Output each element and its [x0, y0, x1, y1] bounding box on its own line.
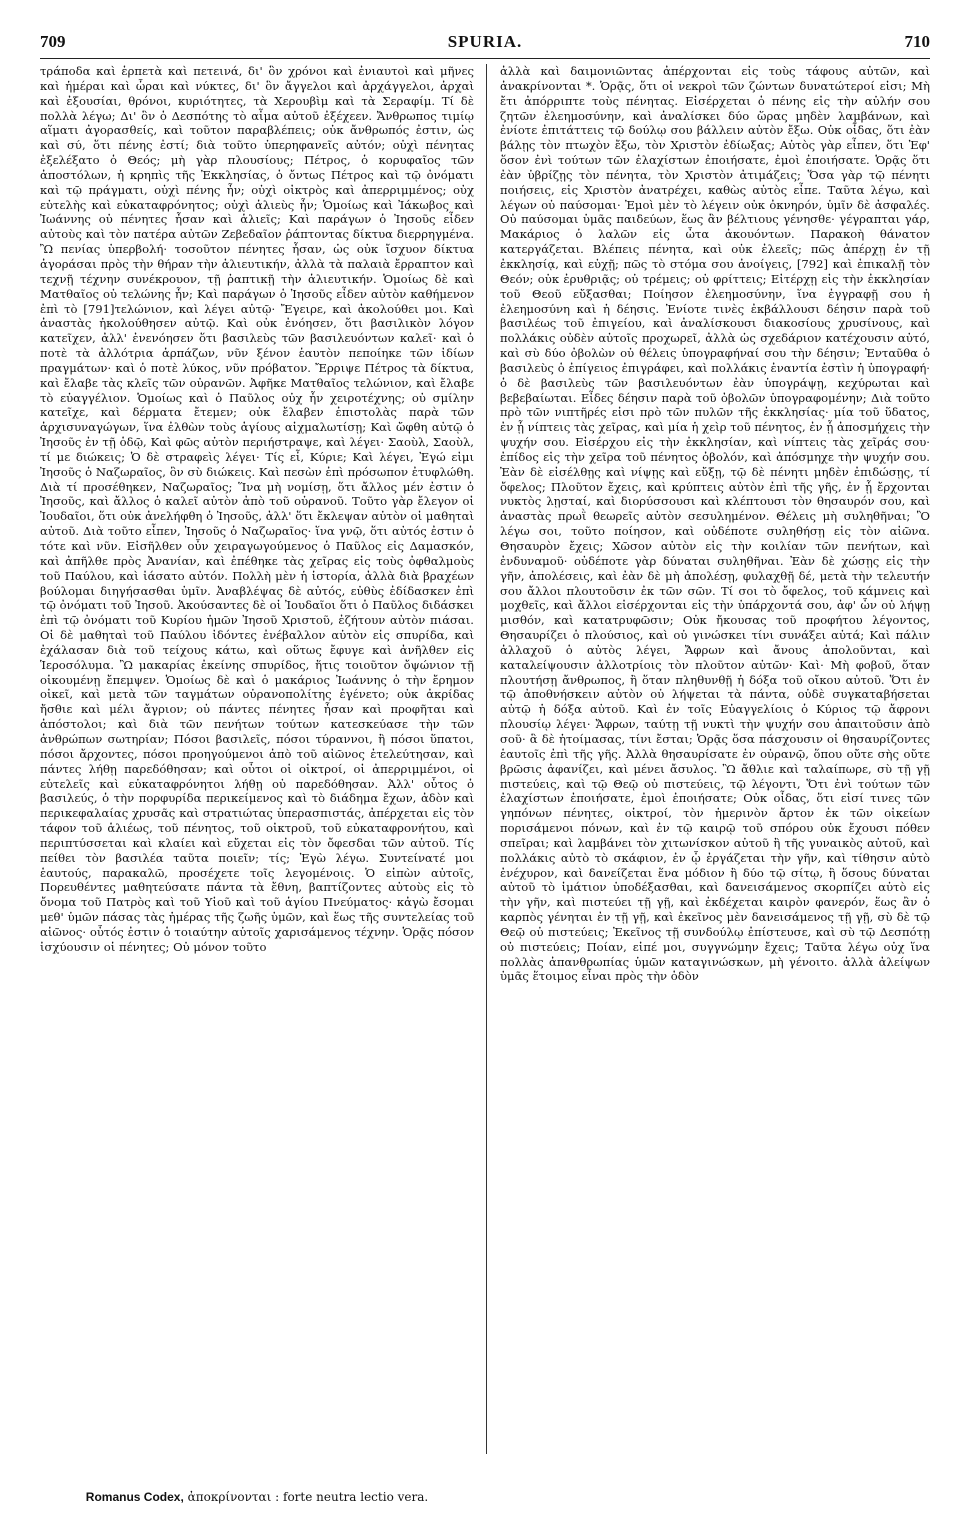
footnote — [40, 1490, 474, 1504]
right-column-text: ἀλλὰ καὶ δαιμονιῶντας ἀπέρχονται εἰς τοὺς τάφους αὐτῶν, καὶ ἀνακρίνονται *. Ὁρᾷς, ὅτι οἱ νεκροὶ τῶν ζώντων δυνατώτεροί εἰσι; Μὴ ἔτι ἀπόρριπτε τοὺς πένητας. Εἰσέρχεται ὁ πένης εἰς τὴν αὐλήν σου ζητῶν ἐλεημοσύνην, καὶ ἀναλίσκει δύο ὥρας μηδὲν λαμβάνων, καὶ ἐνίοτε ἐπιτάττεις τῷ δούλῳ σου βάλλειν αὐτὸν ἔξω. Οὐκ οἶδας, ὅτι ἐὰν βάλῃς τὸν πτωχὸν ἔξω, τὸν Χριστὸν ἐδίωξας; Αὐτὸς γὰρ εἶπεν, ὅτι Ἐφ' ὅσον ἐνὶ τούτων τῶν ἐλαχίστων ἐποιήσατε, ἐμοὶ ἐποιήσατε. Ὁρᾷς ὅτι ἐὰν ὑβρίζῃς τὸν πένητα, τὸν Χριστὸν ἀτιμάζεις; Ὅσα γὰρ τῷ πένητι ποιήσεις, εἰς Χριστὸν ἀνατρέχει, καθὼς αὐτὸς εἶπε. Ταῦτα λέγω, καὶ λέγων οὐ παύσομαι· Ἐμοὶ μὲν τὸ λέγειν οὐκ ὀκνηρόν, ὑμῖν δὲ ἀσφαλές. Οὐ παύσομαι ὑμᾶς παιδεύων, ἕως ἂν βέλτιους γένησθε· γέγραπται γάρ, Μακάριος ὁ λαλῶν εἰς ὦτα ἀκουόντων. Παρακοὴ θάνατον κατεργάζεται. Βλέπεις πένητα, καὶ οὐκ ἐλεεῖς; πῶς ἀπέρχῃ ἐν τῇ ἐκκλησίᾳ, καὶ εὐχῇ; πῶς τὸ στόμα σου ἀνοίγεις, [792] καὶ ἐπικαλῇ τὸν Θεόν; οὐκ ἐρυθριᾷς; οὐ τρέμεις; οὐ φρίττεις; Εἰτέρχῃ εἰς τὴν ἐκκλησίαν τοῦ Θεοῦ εὔξασθαι; Ποίησον ἐλεημοσύνην, ἵνα ἐγγραφῇ σου ἡ ἐλεημοσύνη καὶ ἡ δέησις. Ἐνίοτε τινὲς ἐκβάλλουσι δέησιν παρὰ τοῦ βασιλέως τοῦ ἐπιγείου, καὶ ἀναλίσκουσι διακοσίους χρυσίνους, καὶ πολλάκις οὐδὲν αὐτοῖς προχωρεῖ, ἀλλὰ ὡς σχεδάριον κατέχουσιν αὐτό, καὶ σὺ δύο ὀβολὼν οὐ θέλεις ὑπογραφήναί σου τὴν δέησιν; Ἐνταῦθα ὁ βασιλεὺς ὁ ἐπίγειος ἐπιγράφει, καὶ πολλάκις ἐναντία ἐστὶν ἡ ὑπογραφή· ὁ δὲ βασιλεὺς τῶν βασιλευόντων ἐὰν ὑπογράψῃ, κεχύρωται καὶ βεβεβαίωται. Εἶδες δέησιν παρὰ τοῦ ὀβολῶν ὑπογραφομένην; Διὰ τοῦτο πρὸ τῶν νιπτῆρές εἰσι πρὸ τῶν πυλῶν τῆς ἐκκλησίας· μία τοῦ ὕδατος, ἐν ᾗ νίπτεις τὰς χεῖρας, καὶ μία ἡ χεὶρ τοῦ πένητος, ἐν ᾗ ἀποσμήχεις τὴν ψυχήν σου. Εἰσέρχου εἰς τὴν ἐκκλησίαν, καὶ νίπτεις τὰς χεῖράς σου· ἐπίδος εἰς τὴν χεῖρα τοῦ πένητος ὀβολόν, καὶ ἀπόσμηχε τὴν ψυχήν σου. Ἐὰν δὲ εἰσέλθῃς καὶ νίψῃς καὶ εὔξῃ, τῷ δὲ πένητι μηδὲν ἐπιδώσῃς, τί ὄφελος; Πλοῦτον ἔχεις, καὶ κρύπτεις αὐτὸν ἐπὶ τῆς γῆς, ἐν ᾗ ἔρχονται νυκτὸς λῃσταί, καὶ διορύσσουσι καὶ κλέπτουσι τὸν θησαυρόν σου, καὶ ἀναστὰς πρωῒ θεωρεῖς αὐτὸν σεσυλημένον. Θέλεις μὴ συληθῆναι; Ὃ λέγω σοι, τοῦτο ποίησον, καὶ οὐδέποτε συληθήσῃ εἰς τὸν αἰῶνα. Θησαυρὸν ἔχεις; Χῶσον αὐτὸν εἰς τὴν κοιλίαν τῶν πενήτων, καὶ ἐνδυναμοῦ· οὐδέποτε γὰρ δύναται συληθῆναι. Ἐὰν δὲ χώσῃς εἰς τὴν γῆν, ἀπολέσεις, καὶ ἐὰν δὲ μὴ ἀπολέσῃ, φυλαχθῇ δέ, μετὰ τὴν τελευτήν σου ἄλλοι πλουτοῦσιν ἐκ τῶν σῶν. Τί σοι τὸ ὄφελος, τοῦ κάμνεις καὶ μοχθεῖς, καὶ ἄλλοι εἰσέρχονται εἰς τὴν ὑπάρχοντά σου, ἀφ' ὧν οὐ λήψῃ μισθόν, καὶ κατατρυφῶσιν; Οὐκ ἤκουσας τοῦ προφήτου λέγοντος, Θησαυρίζει ὁ πλούσιος, καὶ οὐ γινώσκει τίνι συνάξει αὐτά; Καὶ πάλιν ἀλλαχοῦ ὁ αὐτὸς λέγει, Ἄφρων καὶ ἄνους ἀπολοῦνται, καὶ καταλείψουσιν ἀλλοτρίοις τὸν πλοῦτον αὐτῶν· Καὶ· Μὴ φοβοῦ, ὅταν πλουτήσῃ ἄνθρωπος, ἢ ὅταν πληθυνθῇ ἡ δόξα τοῦ οἴκου αὐτοῦ. Ὅτι ἐν τῷ ἀποθνήσκειν αὐτὸν οὐ λήψεται τὰ πάντα, οὐδὲ συγκαταβήσεται αὐτῷ ἡ δόξα αὐτοῦ. Καὶ ἐν τοῖς Εὐαγγελίοις ὁ Κύριος τῷ ἄφρονι πλουσίῳ λέγει· Ἄφρων, ταύτῃ τῇ νυκτὶ τὴν ψυχήν σου ἀπαιτοῦσιν ἀπὸ σοῦ· ἃ δὲ ἡτοίμασας, τίνι ἔσται; Ὁρᾷς ὅσα πάσχουσιν οἱ θησαυρίζοντες ἑαυτοῖς ἐπὶ τῆς γῆς. Ἀλλὰ θησαυρίσατε ἐν οὐρανῷ, ὅπου οὔτε σὴς οὔτε βρῶσις ἀφανίζει, καὶ μένει ἄσυλος. Ὢ ἄθλιε καὶ ταλαίπωρε, σὺ τῇ γῇ πιστεύεις, καὶ τῷ Θεῷ οὐ πιστεύεις, τῷ λέγοντι, Ὅτι ἐνὶ τούτων τῶν ἐλαχίστων ἐποιήσατε, ἐμοὶ ἐποιήσατε; Οὐκ οἶδας, ὅτι εἰσί τινες τῶν γηπόνων πένητες, οἰκτροί, τὸν ἡμερινὸν ἄρτον ἐκ τῶν οἰκείων πορισάμενοι πόνων, καὶ ἐν τῷ καιρῷ τοῦ σπόρου οὐκ ἔχουσι πόθεν σπεῖραι; καὶ λαμβάνει τὸν χιτωνίσκον αὐτοῦ ἢ τῆς γυναικὸς αὐτοῦ, καὶ πολλάκις αὐτὸ τὸ σκάφιον, ἐν ᾧ ἐργάζεται τὴν γῆν, καὶ τίθησιν αὐτὸ ἐνέχυρον, καὶ δανείζεται ἕνα μόδιον ἢ δύο τῷ σίτῳ, ἢ ὅσους δύναται αὐτοῦ τὸ ἱμάτιον ὑποδέξασθαι, καὶ δανεισάμενος σκορπίζει αὐτὸ εἰς τὴν γῆν, καὶ πιστεύει τῇ γῇ, καὶ ἐκδέχεται καιρὸν φανερόν, ἕως ἂν ὁ καρπὸς γένηται ἐν τῇ γῇ, καὶ ἐκεῖνος μὲν δανεισάμενος τῇ γῇ, σὺ δὲ τῷ Θεῷ οὐ πιστεύεις; Ἐκεῖνος τῇ συνδούλῳ ἐπίστευσε, καὶ σὺ τῷ Δεσπότῃ οὐ πιστεύεις; Ποίαν, εἰπέ μοι, συγγνώμην ἔχεις; Ταῦτα λέγω οὐχ ἵνα πολλὰς ἀπανθρωπίας ὑμῶν καταγινώσκων, μὴ γένοιτο. ἀλλὰ ἀλείψων ὑμᾶς ἕτοιμος εἶναι πρὸς τὴν ὁδὸν — [500, 64, 930, 984]
header-rule — [40, 58, 930, 59]
right-text-column — [500, 64, 930, 984]
page-header — [40, 32, 930, 56]
right-column-number: 710 — [904, 32, 930, 51]
running-title: SPURIA. — [447, 32, 523, 51]
left-text-column — [40, 64, 474, 955]
footnote-text: ἀποκρίνονται : forte neutra lectio vera. — [183, 1490, 429, 1504]
left-column-number: 709 — [40, 32, 66, 51]
footnote-source: Romanus Codex, — [85, 1490, 184, 1504]
left-column-text: τράποδα καὶ ἑρπετὰ καὶ πετεινά, δι' ὃν χρόνοι καὶ ἐνιαυτοὶ καὶ μῆνες καὶ ἡμέραι καὶ ὧραι καὶ νύκτες, δι' ὃν ἄγγελοι καὶ ἀρχάγγελοι, ἀρχαὶ καὶ ἐξουσίαι, θρόνοι, κυριότητες, τὰ Χερουβὶμ καὶ τὰ Σεραφίμ. Τί δὲ πολλὰ λέγω; Δι' ὃν ὁ Δεσπότης τὸ αἷμα αὐτοῦ ἐξέχεεν. Ἄνθρωπος τιμίῳ αἵματι ἀγορασθείς, καὶ τοῦτον παραβλέπεις; οὐκ ἄνθρωπός ἐστιν, ὡς καὶ σύ, ὅτι πένης ἐστί; διὰ τοῦτο ὑπερηφανεῖς αὐτόν; οὐχὶ πένητας ἐξελέξατο ὁ Θεός; μὴ γὰρ πλουσίους; Πέτρος, ὁ κορυφαῖος τῶν ἀποστόλων, ἡ κρηπὶς τῆς Ἐκκλησίας, ὁ ὄντως Πέτρος καὶ τῷ ὀνόματι καὶ τῷ πράγματι, οὐχὶ πένης ἦν; οὐχὶ οἰκτρὸς καὶ ἀπερριμμένος; οὐχ εὐτελὴς καὶ εὐκαταφρόνητος; οὐχὶ ἁλιεὺς ἦν; Ὁμοίως καὶ Ἰάκωβος καὶ Ἰωάννης οὐ πένητες ἦσαν καὶ ἁλιεῖς; Καὶ παράγων ὁ Ἰησοῦς εἶδεν αὐτοὺς καὶ τὸν πατέρα αὐτῶν Ζεβεδαῖον ῥάπτοντας δίκτυα διερρηγμένα. Ὢ πενίας ὑπερβολή· τοσοῦτον πένητες ἦσαν, ὡς οὐκ ἴσχυον δίκτυα ἀγοράσαι πρὸς τὴν θήραν τὴν ἁλιευτικήν, ἀλλὰ τὰ παλαιὰ ἔρραπτον καὶ τεχνῇ τέχνην συνέκρουον, τῇ ῥαπτικῇ τὴν ἁλιευτικήν. Ὁμοίως δὲ καὶ Ματθαῖος οὐ τελώνης ἦν; Καὶ παράγων ὁ Ἰησοῦς εἶδεν αὐτὸν καθήμενον ἐπὶ τὸ [791]τελώνιον, καὶ λέγει αὐτῷ· Ἔγειρε, καὶ ἀκολούθει μοι. Καὶ ἀναστὰς ἠκολούθησεν αὐτῷ. Καὶ οὐκ ἐνόησεν, ὅτι βασιλικὸν λόγον κατεῖχεν, ἀλλ' ἐνενόησεν ὅτι βασιλεὺς τῶν βασιλευόντων καλεῖ· καὶ ὁ ποτὲ τὰ ἀλλότρια ἁρπάζων, νῦν ξένον ἑαυτὸν πεποίηκε τῶν ἰδίων πραγμάτων· καὶ ὁ ποτὲ λύκος, νῦν πρόβατον. Ἔρριψε Πέτρος τὰ δίκτυα, καὶ ἔλαβε τὰς κλεῖς τῶν οὐρανῶν. Ἀφῆκε Ματθαῖος τελώνιον, καὶ ἔλαβε τὸ εὐαγγέλιον. Ὁμοίως καὶ ὁ Παῦλος οὐχ ἦν χειροτέχνης; οὐ σμίλην κατεῖχε, καὶ δέρματα ἔτεμεν; οὐκ ἔλαβεν ἐπιστολὰς παρὰ τῶν ἀρχισυναγώγων, ἵνα ἐλθὼν τοὺς ἁγίους αἰχμαλωτίσῃ; Καὶ ὤφθη αὐτῷ ὁ Ἰησοῦς ἐν τῇ ὁδῷ, Καὶ φῶς αὐτὸν περιήστραψε, καὶ λέγει· Σαοὺλ, Σαοὺλ, τί με διώκεις; Ὁ δὲ στραφεὶς λέγει· Τίς εἶ, Κύριε; Καὶ λέγει, Ἐγώ εἰμι Ἰησοῦς ὁ Ναζωραῖος, ὃν σὺ διώκεις. Καὶ πεσὼν ἐπὶ πρόσωπον ἐτυφλώθη. Διὰ τί προσέθηκεν, Ναζωραῖος; Ἵνα μὴ νομίσῃ, ὅτι ἄλλος μέν ἐστιν ὁ Ἰησοῦς, καὶ ἄλλος ὁ καλεῖ αὐτὸν ἀπὸ τοῦ οὐρανοῦ. Τοῦτο γὰρ ἔλεγον οἱ Ἰουδαῖοι, ὅτι οὐκ ἀνελήφθη ὁ Ἰησοῦς, ἀλλ' ὅτι ἔκλεψαν αὐτὸν οἱ μαθηταὶ αὐτοῦ. Διὰ τοῦτο εἶπεν, Ἰησοῦς ὁ Ναζωραῖος· ἵνα γνῷ, ὅτι αὐτός ἐστιν ὁ τότε καὶ νῦν. Εἰσῆλθεν οὖν χειραγωγούμενος ὁ Παῦλος εἰς Δαμασκόν, καὶ ἀπῆλθε πρὸς Ἀνανίαν, καὶ ἐπέθηκε τὰς χεῖρας εἰς τοὺς ὀφθαλμοὺς τοῦ Παύλου, καὶ ἰάσατο αὐτόν. Πολλὴ μὲν ἡ ἱστορία, ἀλλὰ διὰ βραχέων βούλομαι διηγήσασθαι ὑμῖν. Ἀναβλέψας δὲ αὐτός, εὐθὺς ἐδίδασκεν ἐπὶ τῷ ὀνόματι τοῦ Ἰησοῦ. Ἀκούσαντες δὲ οἱ Ἰουδαῖοι ὅτι ὁ Παῦλος διδάσκει ἐπὶ τῷ ὀνόματι τοῦ Κυρίου ἡμῶν Ἰησοῦ Χριστοῦ, ἐζήτουν αὐτὸν πιάσαι. Οἱ δὲ μαθηταὶ τοῦ Παύλου ἰδόντες ἐνέβαλλον αὐτὸν εἰς σπυρίδα, καὶ ἐχάλασαν διὰ τοῦ τείχους κάτω, καὶ οὕτως ἔφυγε καὶ ἀνῆλθεν εἰς Ἱεροσόλυμα. Ὢ μακαρίας ἐκείνης σπυρίδος, ἥτις τοιοῦτον ὄψώνιον τῇ οἰκουμένῃ ἔπεμψεν. Ὁμοίως δὲ καὶ ὁ μακάριος Ἰωάννης ὁ τὴν ἔρημον οἰκεῖ, καὶ μετὰ τῶν ταγμάτων οὐρανοπολίτης ἐγένετο; οὐκ ἀκρίδας ἤσθιε καὶ μέλι ἄγριον; οὐ πάντες πένητες ἦσαν καὶ προφῆται καὶ ἀπόστολοι; καὶ διὰ τῶν πενήτων τούτων κατεσκεύασε τὴν τῶν ἀνθρώπων σωτηρίαν; Πόσοι βασιλεῖς, πόσοι τύραννοι, ἢ πόσοι ὕπατοι, πόσοι ἄρχοντες, πόσοι προηγούμενοι ἀπὸ τοῦ αἰῶνος ἐτελεύτησαν, καὶ πάντες λήθῃ παρεδόθησαν; καὶ οὗτοι οἱ οἰκτροί, οἱ ἀπερριμμένοι, οἱ εὐτελεῖς καὶ εὐκαταφρόνητοι λήθῃ οὐ παρεδόθησαν. Ἀλλ' οὗτος ὁ βασιλεύς, ὁ τὴν πορφυρίδα περικείμενος καὶ τὸ διάδημα ἔχων, ἀδὸν καὶ περικεφαλαίας χρυσᾶς καὶ στρατιώτας ὑπερασπιστάς, ἀπέρχεται εἰς τὸν τάφον τοῦ ἁλιέως, τοῦ πένητος, τοῦ οἰκτροῦ, τοῦ εὐκαταφρονήτου, καὶ περιπτύσσεται καὶ κλαίει καὶ εὔχεται εἰς τὸν ὄφεσδαι τῶν αὐτοῦ. Τίς πείθει τὸν βασιλέα ταῦτα ποιεῖν; τίς; Ἐγὼ λέγω. Συντείνατέ μοι ἑαυτούς, παρακαλῶ, προσέχετε τοῖς λεγομένοις. Ὁ εἰπὼν αὐτοῖς, Πορευθέντες μαθητεύσατε πάντα τὰ ἔθνη, βαπτίζοντες αὐτοὺς εἰς τὸ ὄνομα τοῦ Πατρὸς καὶ τοῦ Υἱοῦ καὶ τοῦ ἁγίου Πνεύματος· κἀγὼ ἔσομαι μεθ' ὑμῶν πάσας τὰς ἡμέρας τῆς ζωῆς ὑμῶν, καὶ ἕως τῆς συντελείας τοῦ αἰῶνος· οὗτός ἐστιν ὁ τοιαύτην αὐτοῖς χαρισάμενος τέχνην. Ὁρᾷς πόσον ἰσχύουσιν οἱ πένητες; Οὐ μόνον τοῦτο — [40, 64, 474, 954]
column-divider — [486, 64, 487, 1454]
